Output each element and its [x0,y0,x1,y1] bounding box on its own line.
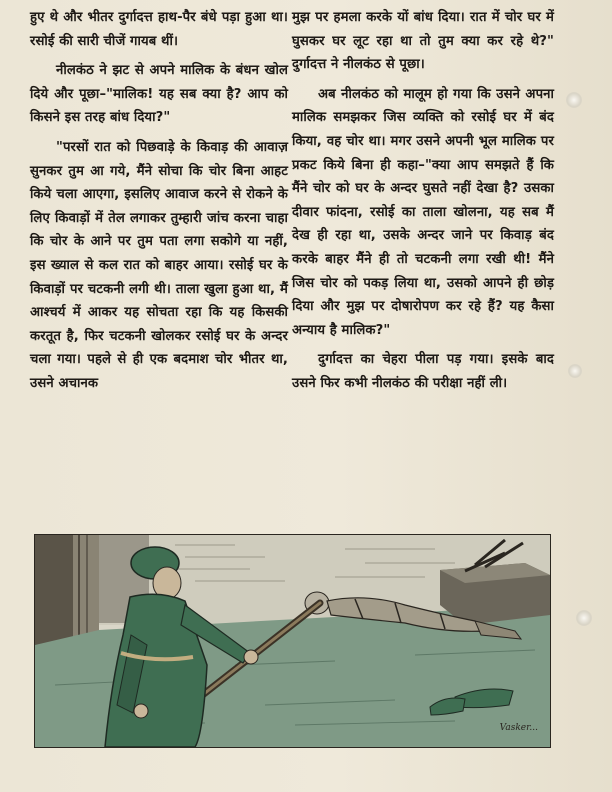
paper-speck [576,610,592,626]
paper-speck [568,364,582,378]
door-panel [73,535,99,640]
paragraph: हुए थे और भीतर दुर्गादत्त हाथ-पैर बंधे पड़ा हुआ था। रसोई की सारी चीजें गायब थीं। [30,10,288,49]
artist-signature: Vasker... [499,723,538,733]
door-frame [35,535,73,645]
paragraph: मुझ पर हमला करके यों बांध दिया। रात में चोर घर में घुसकर घर लूट रहा था तो तुम क्या कर रहे थे?" दुर्गादत्त ने नीलकंठ से पूछा। [292,10,554,73]
paper-speck [566,92,582,108]
right-text-column [292,6,554,402]
paragraph: "परसों रात को पिछवाड़े के किवाड़ की आवाज़ सुनकर तुम आ गये, मैंने सोचा कि चोर बिना आहट किये चला आएगा, इसलिए आवाज करने से रोकने के लिए किवाड़ों में तेल लगाकर तुम्हारी जांच करना चाहा कि चोर के आने पर तुम पता लगा सकोगे या नहीं, इस ख्याल से कल रात को बाहर आया। रसोई घर के किवाड़ों पर चटकनी लगी थी। ताला खुला हुआ था, मैं आश्चर्य में आकर यह सोचता रहा कि यह किसकी करतूत है, फिर चटकनी खोलकर रसोई घर के अन्दर चला गया। पहले से ही एक बदमाश चोर भीतर था, उसने अचानक [30,139,288,391]
left-text-column [30,6,288,402]
paragraph: नीलकंठ ने झट से अपने मालिक के बंधन खोल दिये और पूछा–"मालिक! यह सब क्या है? आप को किसने इस तरह बांध दिया?" [30,63,288,126]
story-illustration [34,534,551,748]
paragraph: दुर्गादत्त का चेहरा पीला पड़ गया। इसके बाद उसने फिर कभी नीलकंठ की परीक्षा नहीं ली। [292,352,554,391]
paragraph: अब नीलकंठ को मालूम हो गया कि उसने अपना मालिक समझकर जिस व्यक्ति को रसोई घर में बंद किया, वह चोर था। मगर उसने अपनी भूल मालिक पर प्रकट किये बिना ही कहा–"क्या आप समझते हैं कि मैंने चोर को घर के अन्दर घुसते नहीं देखा है? उसका दीवार फांदना, रसोई का ताला खोलना, यह सब मैं देख ही रहा था, उसके अन्दर जाने पर किवाड़ बंद करके बाहर मैंने ही तो चटकनी लगा रखी थी! मैंने जिस चोर को पकड़ लिया था, उसको आपने ही छोड़ दिया और मुझ पर दोषारोपण कर रहे हैं? यह कैसा अन्याय है मालिक?" [292,86,554,338]
kitchen-scene-drawing [35,535,550,747]
